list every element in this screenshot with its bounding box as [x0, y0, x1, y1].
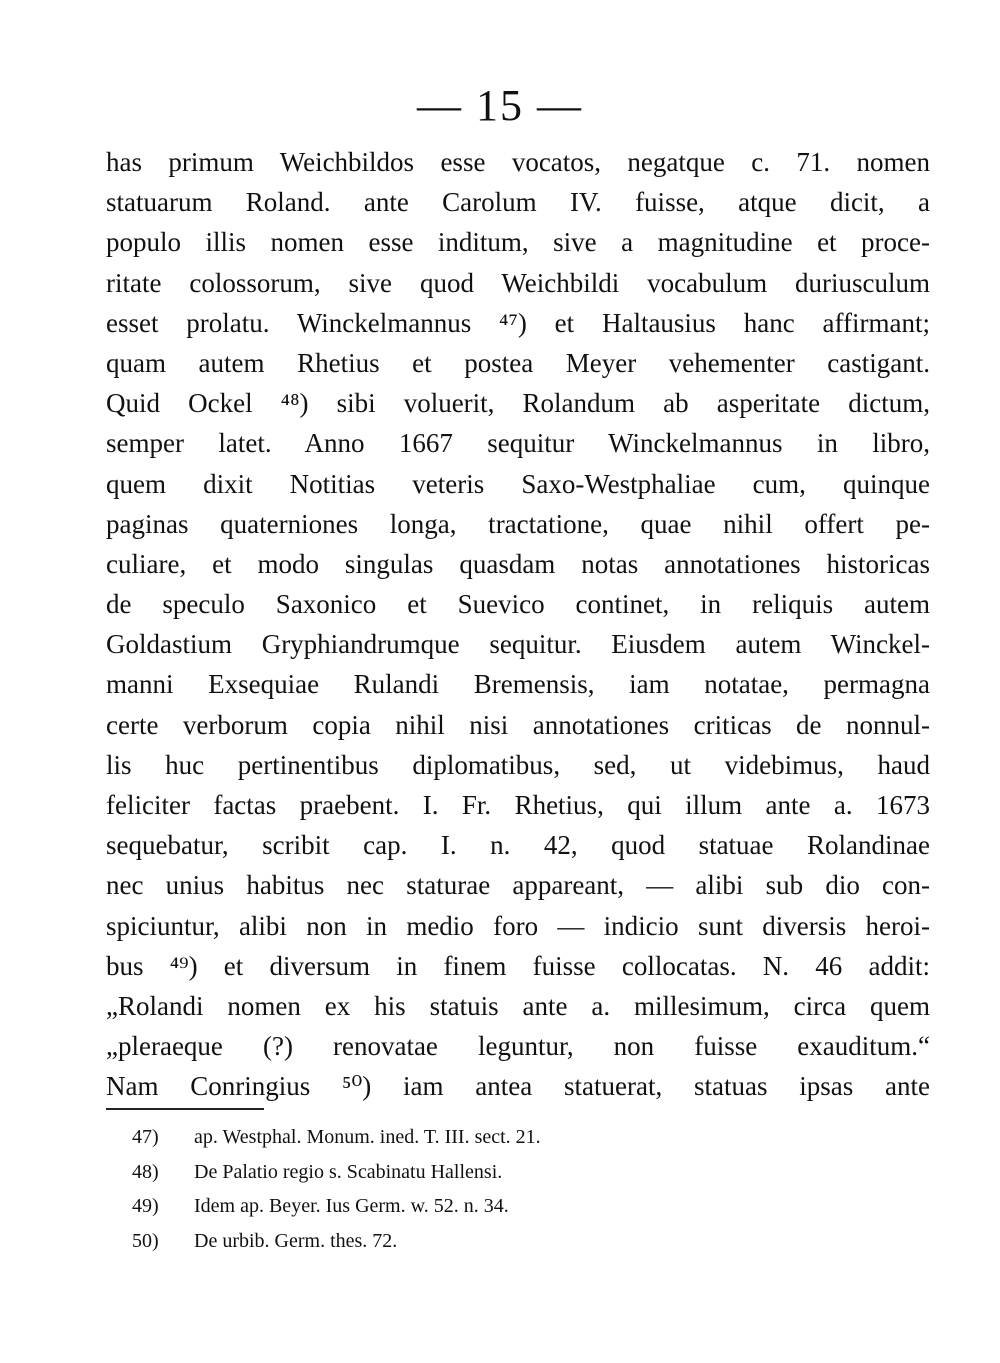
page-number: — 15 — — [417, 81, 583, 130]
text-line: de speculo Saxonico et Suevico continet, in reliquis autem — [106, 589, 930, 620]
text-line: statuarum Roland. ante Carolum IV. fuisse, atque dicit, a — [106, 187, 930, 218]
footnote — [132, 1155, 832, 1190]
text-line: nec unius habitus nec staturae appareant, — alibi sub dio con- — [106, 870, 930, 901]
body-text — [106, 142, 930, 1107]
text-line: populo illis nomen esse inditum, sive a magnitudine et proce- — [106, 227, 930, 258]
text-line: certe verborum copia nihil nisi annotationes criticas de nonnul- — [106, 709, 930, 740]
text-line: bus ⁴⁹) et diversum in finem fuisse collocatas. N. 46 addit: — [106, 950, 930, 981]
text-line: lis huc pertinentibus diplomatibus, sed, ut videbimus, haud — [106, 749, 930, 780]
text-line: semper latet. Anno 1667 sequitur Winckelmannus in libro, — [106, 428, 930, 459]
footnote-number: 48) — [132, 1160, 159, 1183]
text-line: ritate colossorum, sive quod Weichbildi vocabulum duriusculum — [106, 267, 930, 298]
text-line: feliciter factas praebent. I. Fr. Rhetius, qui illum ante a. 1673 — [106, 790, 930, 820]
text-line: Goldastium Gryphiandrumque sequitur. Eiusdem autem Winckel- — [106, 629, 930, 660]
text-line: manni Exsequiae Rulandi Bremensis, iam notatae, permagna — [106, 669, 930, 700]
text-line: culiare, et modo singulas quasdam notas annotationes historicas — [106, 548, 930, 579]
footnote-text: ap. Westphal. Monum. ined. T. III. sect. 21. — [194, 1126, 541, 1148]
text-line: quem dixit Notitias veteris Saxo-Westphaliae cum, quinque — [106, 468, 930, 499]
footnote — [132, 1224, 832, 1259]
text-line: Nam Conringius ⁵⁰) iam antea statuerat, statuas ipsas ante — [106, 1071, 930, 1102]
text-line: esset prolatu. Winckelmannus ⁴⁷) et Haltausius hanc affirmant; — [106, 307, 930, 338]
footnote — [132, 1120, 832, 1155]
text-line: Quid Ockel ⁴⁸) sibi voluerit, Rolandum ab asperitate dictum, — [106, 388, 930, 419]
text-line: „pleraeque (?) renovatae leguntur, non fuisse exauditum.“ — [106, 1031, 930, 1062]
footnotes — [132, 1120, 832, 1258]
footnote-separator — [106, 1108, 264, 1110]
text-line: quam autem Rhetius et postea Meyer vehementer castigant. — [106, 347, 930, 378]
footnote-number: 47) — [132, 1126, 159, 1148]
footnote-number: 49) — [132, 1195, 159, 1217]
text-line: „Rolandi nomen ex his statuis ante a. millesimum, circa quem — [106, 990, 930, 1021]
text-line: has primum Weichbildos esse vocatos, negatque c. 71. nomen — [106, 147, 930, 177]
footnote-text: De Palatio regio s. Scabinatu Hallensi. — [194, 1160, 503, 1183]
text-line: spiciuntur, alibi non in medio foro — indicio sunt diversis heroi- — [106, 910, 930, 941]
text-line: paginas quaterniones longa, tractatione, quae nihil offert pe- — [106, 508, 930, 539]
footnote — [132, 1189, 832, 1224]
footnote-text: De urbib. Germ. thes. 72. — [194, 1229, 398, 1252]
footnote-number: 50) — [132, 1229, 159, 1252]
text-line: sequebatur, scribit cap. I. n. 42, quod statuae Rolandinae — [106, 830, 930, 861]
footnote-text: Idem ap. Beyer. Ius Germ. w. 52. n. 34. — [194, 1195, 509, 1217]
